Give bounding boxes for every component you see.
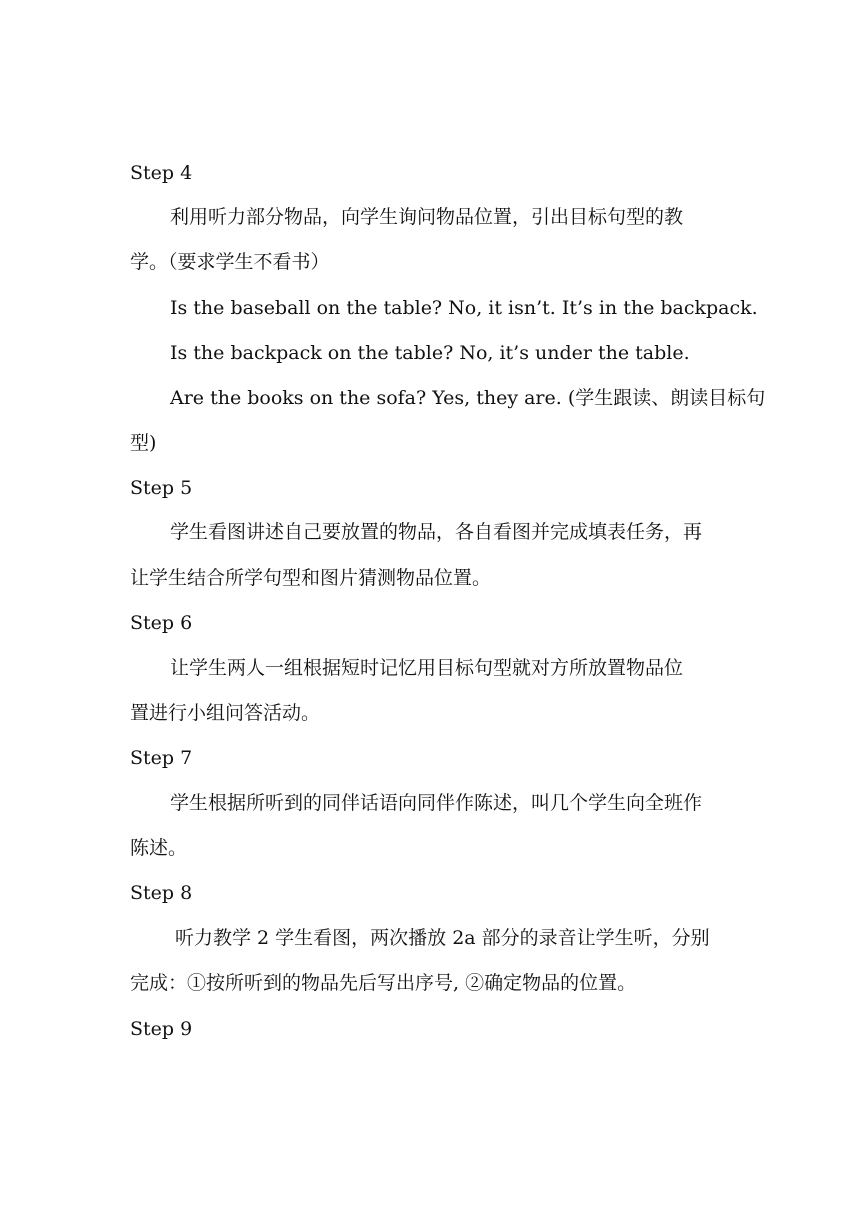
step-5-paragraph-line-2: 让学生结合所学句型和图片猜测物品位置。 [130, 567, 492, 589]
step-4-example-sentence-3-line-2: 型) [130, 432, 157, 454]
step-4-paragraph-1-line-1: 利用听力部分物品，向学生询问物品位置，引出目标句型的教 [170, 206, 684, 228]
step-8-paragraph-line-1: 听力教学 2 学生看图，两次播放 2a 部分的录音让学生听，分别 [175, 927, 710, 949]
step-9-heading: Step 9 [130, 1018, 193, 1040]
step-8-paragraph-line-2: 完成：①按所听到的物品先后写出序号, ②确定物品的位置。 [130, 972, 637, 994]
step-4-heading: Step 4 [130, 162, 193, 184]
step-5-paragraph-line-1: 学生看图讲述自己要放置的物品，各自看图并完成填表任务，再 [170, 521, 703, 543]
step-4-example-sentence-1: Is the baseball on the table? No, it isn’t. It’s in the backpack. [170, 297, 758, 319]
step-4-example-sentence-3-line-1: Are the books on the sofa? Yes, they are. (学生跟读、朗读目标句 [170, 387, 766, 409]
step-6-paragraph-line-2: 置进行小组问答活动。 [130, 702, 321, 724]
step-4-paragraph-1-line-2: 学。（要求学生不看书） [130, 251, 330, 273]
step-7-heading: Step 7 [130, 747, 193, 769]
step-6-paragraph-line-1: 让学生两人一组根据短时记忆用目标句型就对方所放置物品位 [170, 657, 684, 679]
step-6-heading: Step 6 [130, 612, 193, 634]
step-7-paragraph-line-2: 陈述。 [130, 837, 188, 859]
step-8-heading: Step 8 [130, 882, 193, 904]
step-7-paragraph-line-1: 学生根据所听到的同伴话语向同伴作陈述，叫几个学生向全班作 [170, 792, 703, 814]
step-5-heading: Step 5 [130, 477, 193, 499]
step-4-example-sentence-2: Is the backpack on the table? No, it’s under the table. [170, 342, 690, 364]
